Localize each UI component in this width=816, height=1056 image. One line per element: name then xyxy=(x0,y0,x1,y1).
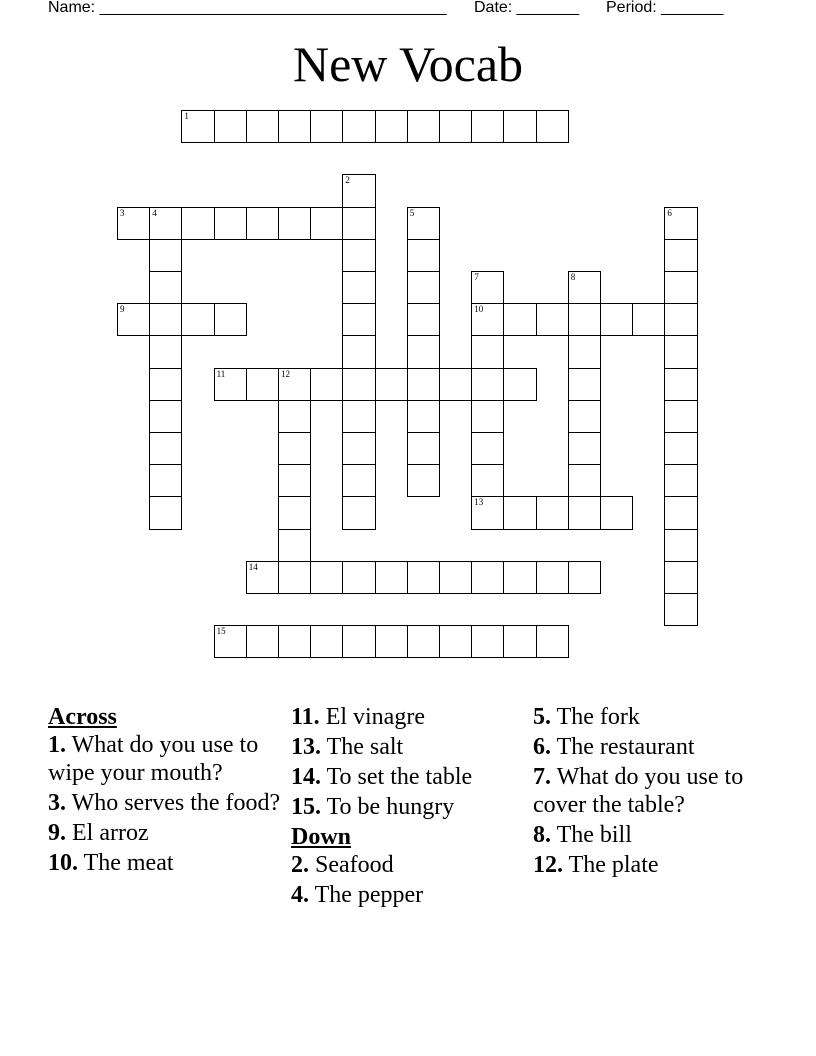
grid-cell[interactable] xyxy=(439,110,472,143)
grid-cell[interactable] xyxy=(471,271,504,304)
grid-cell[interactable] xyxy=(342,110,375,143)
grid-cell[interactable] xyxy=(407,368,440,401)
grid-cell[interactable] xyxy=(407,400,440,433)
clue-item xyxy=(291,793,531,821)
clue-item xyxy=(291,763,531,791)
grid-cell[interactable] xyxy=(536,110,569,143)
clue-item xyxy=(291,881,531,909)
grid-cell[interactable] xyxy=(407,464,440,497)
grid-cell[interactable] xyxy=(310,207,343,240)
grid-cell[interactable] xyxy=(117,303,150,336)
grid-cell[interactable] xyxy=(471,400,504,433)
grid-cell[interactable] xyxy=(664,239,697,272)
grid-cell[interactable] xyxy=(568,561,601,594)
clue-text: The pepper xyxy=(309,882,424,908)
grid-cell[interactable] xyxy=(342,400,375,433)
grid-cell[interactable] xyxy=(149,464,182,497)
grid-cell[interactable] xyxy=(149,496,182,529)
clue-text: The fork xyxy=(551,704,640,730)
clue-item xyxy=(533,733,773,761)
grid-cell[interactable] xyxy=(471,368,504,401)
clue-column-2 xyxy=(291,703,531,911)
cell-number: 5 xyxy=(409,207,415,218)
grid-cell[interactable] xyxy=(439,625,472,658)
clue-item xyxy=(48,731,288,787)
clue-item xyxy=(533,851,773,879)
name-field-label[interactable]: Name: _______________________________________ xyxy=(48,0,447,16)
grid-cell[interactable] xyxy=(568,368,601,401)
clue-text: El arroz xyxy=(66,820,149,846)
grid-cell[interactable] xyxy=(149,271,182,304)
clue-list xyxy=(291,703,531,821)
grid-cell[interactable] xyxy=(181,303,214,336)
cell-number: 15 xyxy=(216,626,226,637)
grid-cell[interactable] xyxy=(342,368,375,401)
period-field-label[interactable]: Period: _______ xyxy=(606,0,724,16)
clue-item xyxy=(48,819,288,847)
grid-cell[interactable] xyxy=(664,303,697,336)
clue-column-3 xyxy=(533,703,773,881)
grid-cell[interactable] xyxy=(664,368,697,401)
cell-number: 12 xyxy=(281,368,290,379)
clue-text: Who serves the food? xyxy=(66,790,281,816)
grid-cell[interactable] xyxy=(214,303,247,336)
cell-number: 10 xyxy=(474,304,484,315)
grid-cell[interactable] xyxy=(342,174,375,207)
clue-text: Seafood xyxy=(309,852,394,878)
grid-cell[interactable] xyxy=(149,368,182,401)
grid-cell[interactable] xyxy=(568,303,601,336)
cell-number: 4 xyxy=(152,207,157,218)
clue-number: 3. xyxy=(48,790,66,816)
grid-cell[interactable] xyxy=(471,561,504,594)
grid-cell[interactable] xyxy=(342,464,375,497)
grid-cell[interactable] xyxy=(214,110,247,143)
grid-cell[interactable] xyxy=(407,303,440,336)
grid-cell[interactable] xyxy=(600,303,633,336)
grid-cell[interactable] xyxy=(503,625,536,658)
clue-number: 6. xyxy=(533,734,551,760)
cell-number: 7 xyxy=(474,272,479,282)
grid-cell[interactable] xyxy=(664,432,697,465)
cell-number: 3 xyxy=(120,207,125,218)
grid-cell[interactable] xyxy=(503,303,536,336)
clue-item xyxy=(48,849,288,877)
grid-cell[interactable] xyxy=(568,432,601,465)
grid-cell[interactable] xyxy=(407,239,440,272)
grid-cell[interactable] xyxy=(342,432,375,465)
grid-cell[interactable] xyxy=(375,561,408,594)
clue-list xyxy=(291,851,531,909)
grid-cell[interactable] xyxy=(278,110,311,143)
grid-cell[interactable] xyxy=(471,464,504,497)
clue-number: 8. xyxy=(533,822,551,848)
clue-number: 15. xyxy=(291,794,321,820)
grid-cell[interactable] xyxy=(407,432,440,465)
clue-number: 4. xyxy=(291,882,309,908)
cell-number: 1 xyxy=(184,111,189,121)
clue-list xyxy=(533,703,773,879)
grid-cell[interactable] xyxy=(214,368,247,401)
grid-cell[interactable] xyxy=(149,303,182,336)
clue-text: To set the table xyxy=(321,764,473,790)
grid-cell[interactable] xyxy=(214,207,247,240)
clue-number: 2. xyxy=(291,852,309,878)
grid-cell[interactable] xyxy=(503,368,536,401)
grid-cell[interactable] xyxy=(342,271,375,304)
grid-cell[interactable] xyxy=(278,400,311,433)
cell-number: 9 xyxy=(120,304,125,315)
cell-number: 2 xyxy=(345,175,350,186)
grid-cell[interactable] xyxy=(503,561,536,594)
clue-number: 7. xyxy=(533,764,551,790)
grid-cell[interactable] xyxy=(149,239,182,272)
grid-cell[interactable] xyxy=(246,110,279,143)
grid-cell[interactable] xyxy=(149,400,182,433)
grid-cell[interactable] xyxy=(407,207,440,240)
grid-cell[interactable] xyxy=(471,496,504,529)
clue-number: 12. xyxy=(533,852,563,878)
cell-number: 6 xyxy=(667,207,672,218)
grid-cell[interactable] xyxy=(342,625,375,658)
grid-cell[interactable] xyxy=(664,529,697,562)
grid-cell[interactable] xyxy=(278,368,311,401)
grid-cell[interactable] xyxy=(536,303,569,336)
cell-number: 8 xyxy=(570,272,576,282)
grid-cell[interactable] xyxy=(278,561,311,594)
grid-cell[interactable] xyxy=(310,368,343,401)
grid-cell[interactable] xyxy=(568,271,601,304)
clue-number: 14. xyxy=(291,764,321,790)
grid-cell[interactable] xyxy=(246,561,279,594)
grid-cell[interactable] xyxy=(342,561,375,594)
grid-cell[interactable] xyxy=(664,271,697,304)
grid-cell[interactable] xyxy=(342,303,375,336)
grid-cell[interactable] xyxy=(439,368,472,401)
grid-cell[interactable] xyxy=(568,335,601,368)
grid-cell[interactable] xyxy=(664,561,697,594)
grid-cell[interactable] xyxy=(568,496,601,529)
grid-cell[interactable] xyxy=(278,625,311,658)
grid-cell[interactable] xyxy=(471,303,504,336)
grid-cell[interactable] xyxy=(149,207,182,240)
grid-cell[interactable] xyxy=(568,400,601,433)
clue-column-1 xyxy=(48,703,288,879)
clue-text: El vinagre xyxy=(319,704,425,730)
grid-cell[interactable] xyxy=(342,239,375,272)
clue-item xyxy=(533,821,773,849)
grid-cell[interactable] xyxy=(503,110,536,143)
grid-cell[interactable] xyxy=(407,271,440,304)
cell-number: 13 xyxy=(474,497,484,508)
clue-item xyxy=(291,851,531,879)
clue-item xyxy=(48,789,288,817)
grid-cell[interactable] xyxy=(342,335,375,368)
clue-text: The meat xyxy=(78,850,174,876)
grid-cell[interactable] xyxy=(407,625,440,658)
grid-cell[interactable] xyxy=(246,368,279,401)
clue-number: 9. xyxy=(48,820,66,846)
grid-cell[interactable] xyxy=(246,207,279,240)
grid-cell[interactable] xyxy=(278,529,311,562)
clue-number: 10. xyxy=(48,850,78,876)
clue-number: 5. xyxy=(533,704,551,730)
grid-cell[interactable] xyxy=(246,625,279,658)
clue-text: The restaurant xyxy=(551,734,695,760)
cell-number: 11 xyxy=(216,368,226,379)
clue-number: 1. xyxy=(48,732,66,758)
grid-cell[interactable] xyxy=(181,207,214,240)
grid-cell[interactable] xyxy=(600,496,633,529)
grid-cell[interactable] xyxy=(278,496,311,529)
cell-number: 14 xyxy=(248,561,258,572)
grid-cell[interactable] xyxy=(149,432,182,465)
grid-cell[interactable] xyxy=(664,207,697,240)
grid-cell[interactable] xyxy=(471,625,504,658)
grid-cell[interactable] xyxy=(342,496,375,529)
clue-item xyxy=(291,733,531,761)
grid-cell[interactable] xyxy=(407,110,440,143)
clue-text: What do you use to cover the table? xyxy=(533,764,744,818)
grid-cell[interactable] xyxy=(664,400,697,433)
grid-cell[interactable] xyxy=(536,496,569,529)
grid-cell[interactable] xyxy=(664,593,697,626)
grid-cell[interactable] xyxy=(375,110,408,143)
grid-cell[interactable] xyxy=(632,303,665,336)
grid-cell[interactable] xyxy=(278,464,311,497)
grid-cell[interactable] xyxy=(310,561,343,594)
grid-cell[interactable] xyxy=(536,561,569,594)
across-heading: Across xyxy=(48,704,117,730)
grid-cell[interactable] xyxy=(278,432,311,465)
grid-cell[interactable] xyxy=(471,110,504,143)
page-title: New Vocab xyxy=(292,36,524,92)
clue-text: The bill xyxy=(551,822,632,848)
grid-cell[interactable] xyxy=(181,110,214,143)
grid-cell[interactable] xyxy=(375,368,408,401)
clue-item xyxy=(533,763,773,819)
grid-cell[interactable] xyxy=(568,464,601,497)
grid-cell[interactable] xyxy=(664,464,697,497)
down-heading: Down xyxy=(291,824,352,850)
clue-text: To be hungry xyxy=(321,794,455,820)
clue-item xyxy=(533,703,773,731)
clue-list xyxy=(48,731,288,877)
grid-cell[interactable] xyxy=(664,335,697,368)
grid-cell[interactable] xyxy=(375,625,408,658)
grid-cell[interactable] xyxy=(342,207,375,240)
grid-cell[interactable] xyxy=(471,335,504,368)
clue-text: The plate xyxy=(563,852,659,878)
grid-cell[interactable] xyxy=(310,110,343,143)
grid-cell[interactable] xyxy=(149,335,182,368)
grid-cell[interactable] xyxy=(117,207,150,240)
clue-item xyxy=(291,703,531,731)
clue-text: What do you use to wipe your mouth? xyxy=(48,732,259,786)
clue-text: The salt xyxy=(321,734,404,760)
grid-cell[interactable] xyxy=(471,432,504,465)
grid-cell[interactable] xyxy=(407,335,440,368)
grid-cell[interactable] xyxy=(310,625,343,658)
clue-number: 11. xyxy=(291,704,320,730)
date-field-label[interactable]: Date: _______ xyxy=(474,0,579,16)
grid-cell[interactable] xyxy=(536,625,569,658)
grid-cell[interactable] xyxy=(278,207,311,240)
grid-cell[interactable] xyxy=(439,561,472,594)
clue-number: 13. xyxy=(291,734,321,760)
grid-cell[interactable] xyxy=(664,496,697,529)
grid-cell[interactable] xyxy=(407,561,440,594)
grid-cell[interactable] xyxy=(503,496,536,529)
grid-cell[interactable] xyxy=(214,625,247,658)
